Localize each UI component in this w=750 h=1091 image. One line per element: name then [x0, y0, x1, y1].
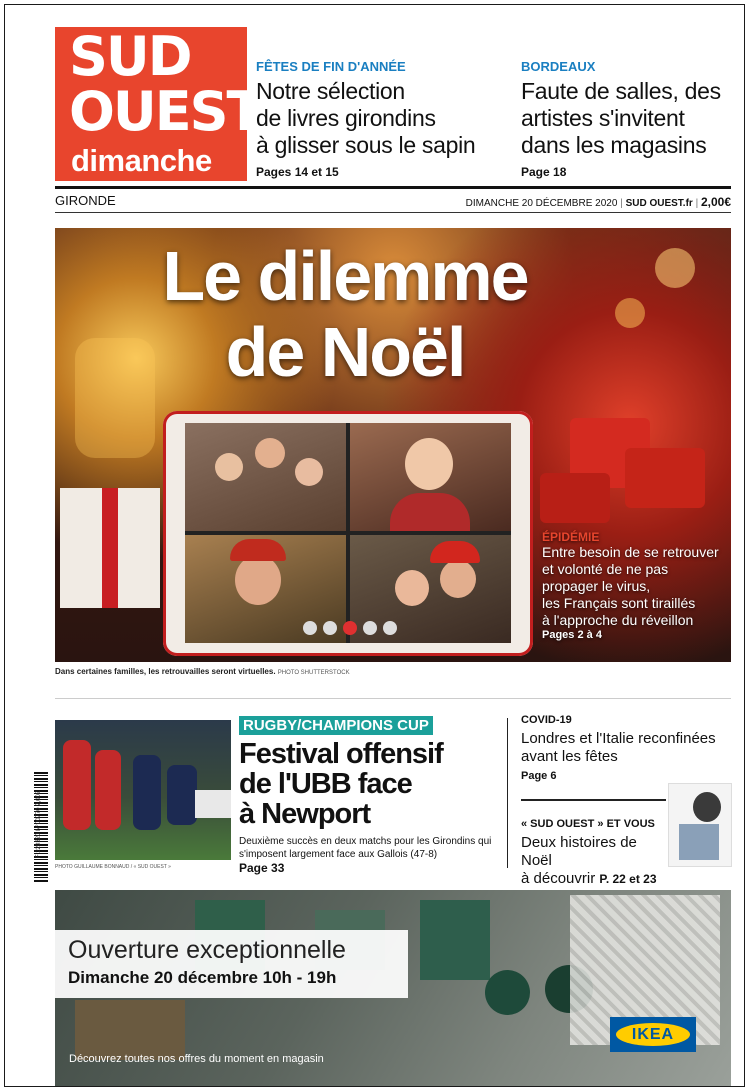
headline-line: Faute de salles, des	[521, 78, 721, 104]
hero-text	[542, 544, 727, 629]
story-rule	[521, 799, 666, 801]
column-rule	[507, 718, 508, 868]
ad-board	[195, 790, 231, 818]
headline-line: de l'UBB face	[239, 768, 412, 800]
headline-line: avant les fêtes	[521, 748, 618, 765]
ikea-logo[interactable]	[610, 1017, 696, 1052]
headline-line: de livres girondins	[256, 105, 436, 131]
candle	[625, 448, 705, 508]
hair	[693, 792, 721, 822]
settings-icon[interactable]	[383, 621, 397, 635]
face	[255, 438, 285, 468]
ad-subtitle: Dimanche 20 décembre 10h - 19h	[68, 968, 337, 987]
hero-photo[interactable]	[55, 228, 731, 662]
covid-story[interactable]	[521, 714, 731, 782]
face	[295, 458, 323, 486]
hero-title	[155, 238, 535, 390]
logo-line-3: dimanche	[71, 143, 212, 178]
face	[215, 453, 243, 481]
logo-line-1: SUD	[69, 25, 191, 88]
headline-line: Notre sélection	[256, 78, 405, 104]
player	[63, 740, 91, 830]
vous-headline	[521, 834, 671, 888]
teaser-books[interactable]	[256, 59, 496, 179]
call-tile-woman	[350, 423, 511, 531]
headline-line: Londres et l'Italie reconfinées	[521, 730, 716, 747]
santa-hat	[430, 541, 480, 563]
teaser-bordeaux-kicker: BORDEAUX	[521, 59, 596, 74]
caption-text: Dans certaines familles, les retrouvailles seront virtuelles.	[55, 667, 276, 676]
hero-caption	[55, 667, 350, 676]
price: 2,00€	[700, 195, 731, 209]
bokeh-light	[655, 248, 695, 288]
rugby-text-line: s'imposent largement face aux Gallois (47-8)	[239, 849, 438, 860]
tablet-screen	[185, 423, 511, 643]
hero-text-line: Entre besoin de se retrouver	[542, 544, 719, 560]
header-rule	[55, 186, 731, 189]
rugby-text	[239, 835, 501, 861]
barcode-text: F 220320 N°00770 2,00€	[36, 790, 42, 858]
headline-line: à Newport	[239, 798, 371, 830]
website[interactable]: SUD OUEST.fr	[625, 198, 693, 209]
rugby-pages: Page 33	[239, 861, 285, 875]
headline-line: Deux histoires de Noël	[521, 834, 637, 869]
gift-package	[420, 900, 490, 980]
photo-credit: PHOTO SHUTTERSTOCK	[277, 670, 350, 676]
call-tile-man	[185, 535, 346, 643]
rugby-text-line: Deuxième succès en deux matchs pour les Girondins qui	[239, 836, 492, 847]
tablet-video-call	[163, 411, 533, 656]
rugby-headline	[239, 739, 501, 829]
face	[395, 570, 429, 606]
ikea-ad[interactable]	[55, 890, 731, 1086]
teaser-bordeaux[interactable]	[521, 59, 736, 179]
headline-line: à découvrir	[521, 870, 596, 887]
teaser-bordeaux-headline	[521, 78, 736, 159]
candle	[540, 473, 610, 523]
headline-line: à glisser sous le sapin	[256, 132, 476, 158]
region-label: GIRONDE	[55, 193, 116, 208]
ad-footer: Découvrez toutes nos offres du moment en magasin	[69, 1053, 324, 1065]
covid-kicker: COVID-19	[521, 714, 572, 726]
ikea-logo-text: IKEA	[616, 1023, 690, 1046]
hero-text-line: à l'approche du réveillon	[542, 612, 694, 628]
ad-title: Ouverture exceptionnelle	[68, 936, 346, 964]
hero-pages: Pages 2 à 4	[542, 629, 602, 641]
hero-kicker: ÉPIDÉMIE	[542, 530, 600, 544]
issue-date: DIMANCHE 20 DÉCEMBRE 2020	[465, 198, 618, 209]
rugby-photo-credit: PHOTO GUILLAUME BONNAUD / « SUD OUEST »	[55, 864, 171, 870]
hero-title-line: de Noël	[225, 313, 465, 391]
sweater	[390, 493, 470, 531]
vous-pages: P. 22 et 23	[599, 872, 657, 886]
covid-pages: Page 6	[521, 770, 557, 782]
hero-text-line: propager le virus,	[542, 578, 651, 594]
sud-ouest-logo[interactable]	[55, 25, 262, 181]
bokeh-light	[615, 298, 645, 328]
rugby-story[interactable]	[239, 717, 501, 875]
headline-line: Festival offensif	[239, 738, 443, 770]
headline-line: artistes s'invitent	[521, 105, 685, 131]
ad-banner	[55, 930, 408, 998]
call-tile-family	[185, 423, 346, 531]
illustration-child	[668, 783, 732, 867]
player	[95, 750, 121, 830]
dateline: DIMANCHE 20 DÉCEMBRE 2020 | SUD OUEST.fr | 2,00€	[465, 195, 731, 209]
player	[133, 755, 161, 830]
covid-headline	[521, 730, 731, 766]
teaser-books-kicker: FÊTES DE FIN D'ANNÉE	[256, 59, 406, 74]
gift-package	[75, 1000, 185, 1060]
teaser-books-headline	[256, 78, 496, 159]
gift-box	[60, 488, 160, 608]
face	[405, 438, 453, 490]
logo-line-2: OUEST	[69, 80, 262, 143]
hang-up-icon[interactable]	[343, 621, 357, 635]
dateline-rule	[55, 212, 731, 213]
player	[167, 765, 197, 825]
gift-ribbon	[102, 488, 118, 608]
hero-text-line: les Français sont tiraillés	[542, 595, 696, 611]
gift-box	[679, 824, 719, 860]
camera-icon[interactable]	[323, 621, 337, 635]
elf-hat	[230, 539, 286, 561]
vous-kicker: « SUD OUEST » ET VOUS	[521, 818, 655, 830]
section-rule	[55, 698, 731, 699]
hero-story[interactable]	[542, 530, 727, 641]
rugby-photo[interactable]	[55, 720, 231, 860]
hero-title-line: Le dilemme	[162, 237, 528, 315]
teaser-books-pages: Pages 14 et 15	[256, 165, 339, 179]
hero-text-line: et volonté de ne pas	[542, 561, 669, 577]
jar-light	[75, 338, 155, 458]
face	[235, 555, 281, 605]
teaser-bordeaux-pages: Page 18	[521, 165, 567, 179]
headline-line: dans les magasins	[521, 132, 707, 158]
rugby-kicker: RUGBY/CHAMPIONS CUP	[239, 716, 433, 735]
chat-icon[interactable]	[363, 621, 377, 635]
face	[440, 560, 476, 598]
bauble	[485, 970, 530, 1015]
mic-icon[interactable]	[303, 621, 317, 635]
vous-story[interactable]	[521, 818, 671, 888]
